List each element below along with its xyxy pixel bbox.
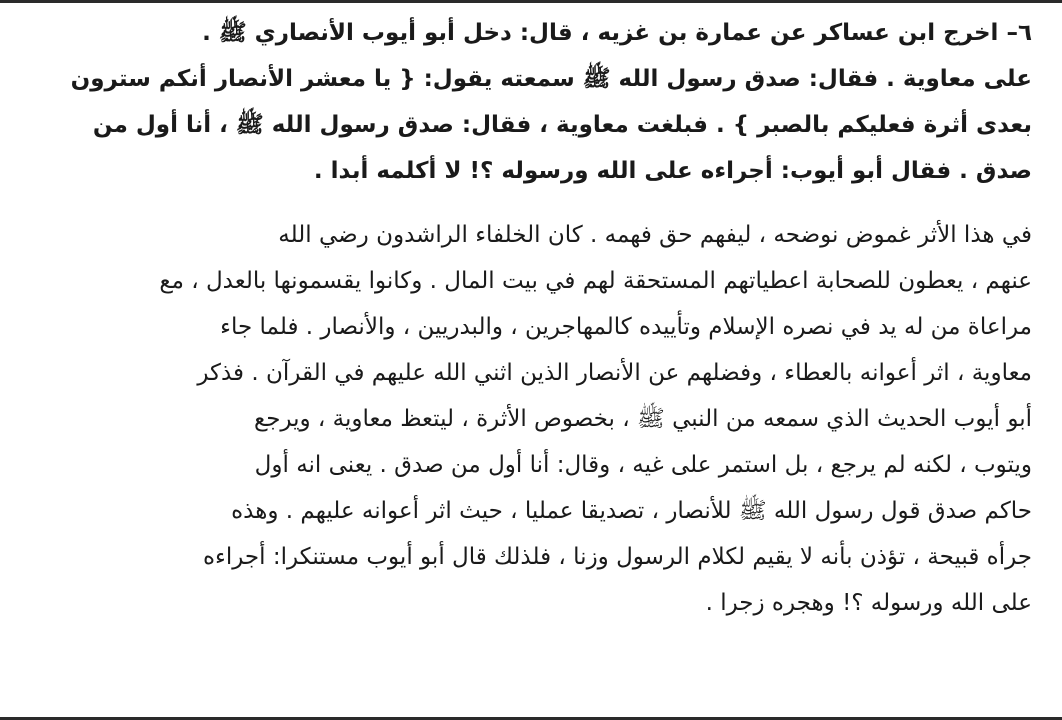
commentary-paragraph (30, 212, 1032, 626)
commentary-line: معاوية ، اثر أعوانه بالعطاء ، وفضلهم عن الأنصار الذين اثني الله عليهم في القرآن . فذكر (197, 360, 1032, 386)
commentary-line: أبو أيوب الحديث الذي سمعه من النبي ﷺ ، بخصوص الأثرة ، ليتعظ معاوية ، ويرجع (253, 406, 1032, 432)
commentary-line: عنهم ، يعطون للصحابة اعطياتهم المستحقة لهم في بيت المال . وكانوا يقسمونها بالعدل ، مع (159, 268, 1032, 294)
hadith-paragraph (30, 10, 1032, 194)
hadith-line: بعدى أثرة فعليكم بالصبر } . فبلغت معاوية ، فقال: صدق رسول الله ﷺ ، أنا أول من (92, 112, 1032, 138)
commentary-line: ويتوب ، لكنه لم يرجع ، بل استمر على غيه ، وقال: أنا أول من صدق . يعنى انه أول (254, 452, 1032, 478)
top-border-line (0, 0, 1062, 3)
commentary-line: جرأه قبيحة ، تؤذن بأنه لا يقيم لكلام الرسول وزنا ، فلذلك قال أبو أيوب مستنكرا: أجراءه (202, 544, 1032, 570)
hadith-line: صدق . فقال أبو أيوب: أجراءه على الله ورسوله ؟! لا أكلمه أبدا . (313, 158, 1032, 184)
hadith-line: ٦– اخرج ابن عساكر عن عمارة بن غزيه ، قال: دخل أبو أيوب الأنصاري ﷺ . (202, 20, 1032, 46)
commentary-line: في هذا الأثر غموض نوضحه ، ليفهم حق فهمه . كان الخلفاء الراشدون رضي الله (278, 222, 1032, 248)
commentary-line: حاكم صدق قول رسول الله ﷺ للأنصار ، تصديقا عمليا ، حيث اثر أعوانه عليهم . وهذه (231, 498, 1032, 524)
commentary-line: على الله ورسوله ؟! وهجره زجرا . (705, 590, 1032, 616)
hadith-line: على معاوية . فقال: صدق رسول الله ﷺ سمعته يقول: { يا معشر الأنصار أنكم سترون (70, 66, 1032, 92)
commentary-line: مراعاة من له يد في نصره الإسلام وتأييده كالمهاجرين ، والبدريين ، والأنصار . فلما جاء (220, 314, 1032, 340)
